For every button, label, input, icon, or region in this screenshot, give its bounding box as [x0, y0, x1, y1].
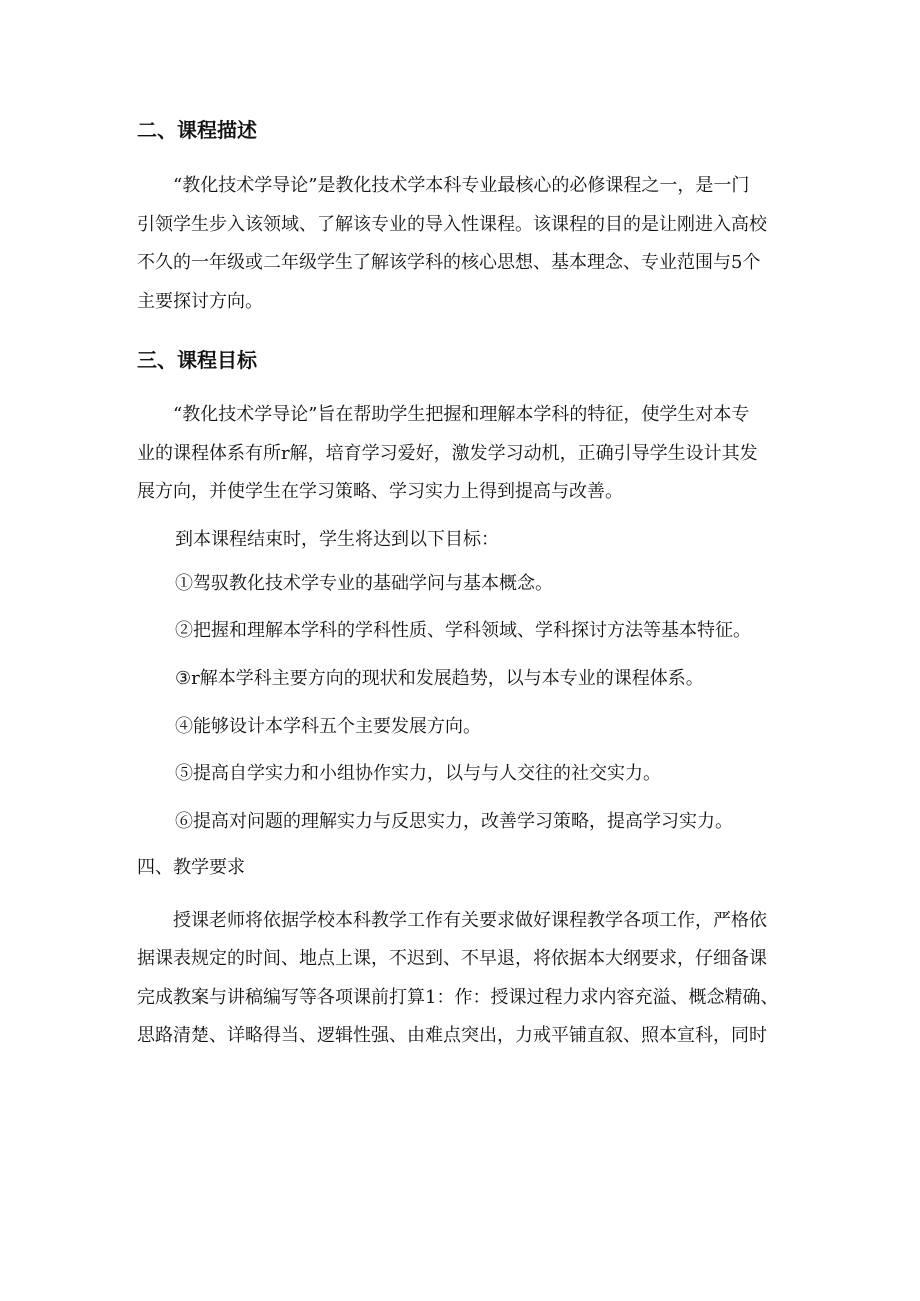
goal-item: ②把握和理解本学科的学科性质、学科领域、学科探讨方法等基本特征。 [175, 620, 751, 642]
paragraph-line: 不久的一年级或二年级学生了解该学科的核心思想、基本理念、专业范围与5个 [137, 252, 761, 273]
paragraph-line: 主要探讨方向。 [137, 290, 263, 312]
paragraph-line: 据课表规定的时间、地点上课，不迟到、不早退，将依据本大纲要求，仔细备课 [137, 948, 767, 970]
paragraph-line: 授课老师将依据学校本科教学工作有关要求做好课程教学各项工作，严格依 [173, 909, 767, 931]
paragraph-line: 展方向，并使学生在学习策略、学习实力上得到提高与改善。 [137, 481, 623, 502]
course-description-paragraph [137, 167, 790, 321]
paragraph-line: “教化技术学导论”旨在帮助学生把握和理解本学科的特征，使学生对本专 [173, 404, 750, 425]
goal-item: ⑥提高对问题的理解实力与反思实力，改善学习策略，提高学习实力。 [175, 810, 733, 832]
paragraph-line: 完成教案与讲稿编写等各项课前打算1：作：授课过程力求内容充溢、概念精确、 [137, 986, 779, 1008]
paragraph-line: 引领学生步入该领域、了解该专业的导入性课程。该课程的目的是让刚进入高校 [137, 213, 767, 235]
course-goals-paragraph [137, 396, 790, 512]
paragraph-line: 业的课程体系有所r解，培育学习爱好，激发学习动机，正确引导学生设计其发 [137, 442, 758, 464]
paragraph-line: 思路清楚、详略得当、逻辑性强、由难点突出，力戒平铺直叙、照本宣科，同时 [137, 1025, 767, 1047]
goals-list [137, 566, 790, 840]
goal-item: ①驾驭教化技术学专业的基础学问与基本概念。 [175, 572, 553, 594]
goal-item: ③r解本学科主要方向的现状和发展趋势，以与本专业的课程体系。 [175, 667, 704, 689]
section-heading-teaching-requirements: 四、教学要求 [137, 856, 245, 878]
section-heading-course-description: 二、课程描述 [137, 118, 257, 142]
goals-intro: 到本课程结束时，学生将达到以下目标： [175, 528, 499, 550]
teaching-requirements-paragraph [137, 902, 790, 1056]
paragraph-line: “教化技术学导论”是教化技术学本科专业最核心的必修课程之一，是一门 [173, 175, 750, 196]
goal-item: ⑤提高自学实力和小组协作实力，以与与人交往的社交实力。 [175, 763, 661, 785]
goal-item: ④能够设计本学科五个主要发展方向。 [175, 715, 481, 737]
section-heading-course-goals: 三、课程目标 [137, 348, 257, 372]
